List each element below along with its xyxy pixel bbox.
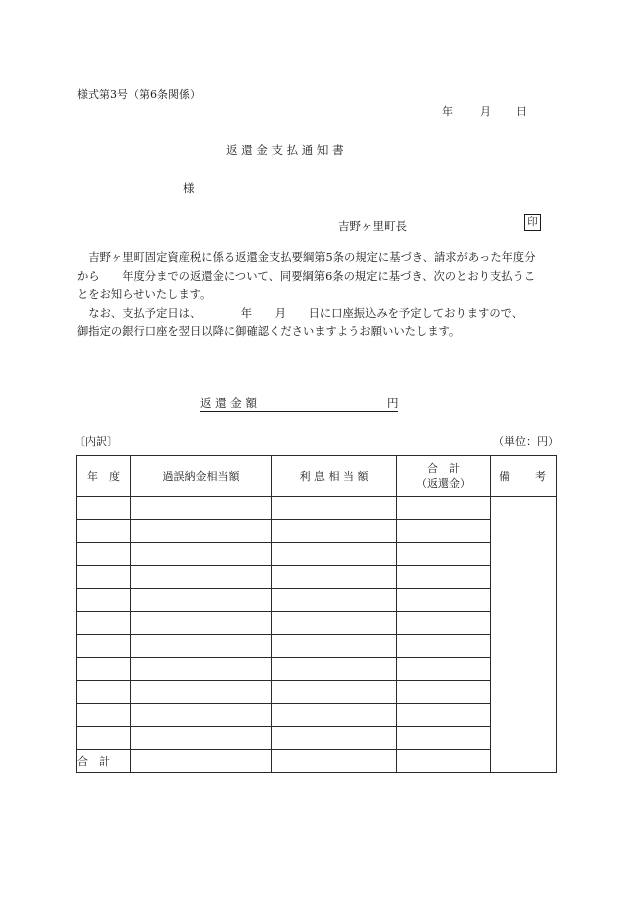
cell-total[interactable] [397,681,491,704]
cell-total[interactable] [397,727,491,750]
cell-year[interactable] [77,589,131,612]
cell-interest[interactable] [272,566,397,589]
table-row [77,589,557,612]
table-total-row [77,750,557,773]
date-line [442,103,527,119]
table-header-row [77,456,557,497]
header-interest: 利 息 相 当 額 [272,456,397,497]
cell-year[interactable] [77,658,131,681]
cell-overpaid[interactable] [131,543,272,566]
cell-year[interactable] [77,612,131,635]
table-row [77,612,557,635]
table-row [77,520,557,543]
header-overpaid: 過誤納金相当額 [131,456,272,497]
body-line: 吉野ヶ里町固定資産税に係る返還金支払要綱第5条の規定に基づき、請求があった年度分 [77,251,536,264]
cell-year[interactable] [77,635,131,658]
cell-year[interactable] [77,520,131,543]
cell-total[interactable] [397,566,491,589]
body-line: とをお知らせいたします。 [77,288,212,301]
header-note [491,456,557,497]
total-interest[interactable] [272,750,397,773]
cell-year[interactable] [77,681,131,704]
seal-mark: 印 [524,214,541,231]
cell-total[interactable] [397,635,491,658]
notice-body [77,249,553,342]
cell-overpaid[interactable] [131,497,272,520]
total-sum[interactable] [397,750,491,773]
cell-overpaid[interactable] [131,520,272,543]
cell-interest[interactable] [272,681,397,704]
cell-interest[interactable] [272,635,397,658]
cell-note[interactable] [491,497,557,773]
table-body [77,497,557,773]
breakdown-table [76,455,557,773]
refund-amount-line [200,395,398,412]
cell-year[interactable] [77,543,131,566]
form-number: 様式第3号（第6条関係） [77,88,201,101]
table-row [77,727,557,750]
date-year-label: 年 [442,105,453,118]
table-row [77,658,557,681]
date-day-label: 日 [516,105,527,118]
cell-total[interactable] [397,704,491,727]
total-overpaid[interactable] [131,750,272,773]
document-title: 返 還 金 支 払 通 知 書 [226,143,344,157]
cell-total[interactable] [397,589,491,612]
cell-total[interactable] [397,543,491,566]
refund-amount-label: 返 還 金 額 [200,396,257,410]
cell-overpaid[interactable] [131,589,272,612]
cell-year[interactable] [77,727,131,750]
cell-interest[interactable] [272,612,397,635]
recipient-suffix: 様 [183,181,195,195]
date-month-label: 月 [480,105,491,118]
cell-interest[interactable] [272,658,397,681]
cell-total[interactable] [397,658,491,681]
cell-total[interactable] [397,520,491,543]
cell-overpaid[interactable] [131,704,272,727]
table-row [77,497,557,520]
cell-interest[interactable] [272,543,397,566]
table-row [77,543,557,566]
body-line: なお、支払予定日は、 年 月 日に口座振込みを予定しておりますので、 [77,306,524,320]
table-row [77,635,557,658]
header-total-line1: 合 計 [427,462,460,475]
header-total-line2: （返還金） [416,477,471,490]
cell-overpaid[interactable] [131,566,272,589]
issuer-name: 吉野ヶ里町長 [338,219,407,233]
table-row [77,704,557,727]
header-note-a: 備 [499,470,510,483]
cell-interest[interactable] [272,704,397,727]
cell-interest[interactable] [272,727,397,750]
cell-year[interactable] [77,497,131,520]
cell-interest[interactable] [272,497,397,520]
table-row [77,681,557,704]
cell-interest[interactable] [272,589,397,612]
cell-overpaid[interactable] [131,658,272,681]
body-line: 御指定の銀行口座を翌日以降に御確認くださいますようお願いいたします。 [77,325,461,338]
cell-overpaid[interactable] [131,681,272,704]
cell-year[interactable] [77,704,131,727]
header-year: 年 度 [77,456,131,497]
breakdown-label: 〔内訳〕 [74,435,118,448]
cell-total[interactable] [397,612,491,635]
unit-note: （単位：円） [493,435,559,448]
total-row-label: 合 計 [77,750,131,773]
header-note-b: 考 [535,470,546,483]
cell-year[interactable] [77,566,131,589]
header-total [397,456,491,497]
body-line: から 年度分までの返還金について、同要綱第6条の規定に基づき、次のとおり支払うこ [77,269,536,283]
refund-amount-unit: 円 [386,396,399,410]
cell-total[interactable] [397,497,491,520]
cell-interest[interactable] [272,520,397,543]
table-row [77,566,557,589]
refund-amount-field [200,395,398,412]
cell-overpaid[interactable] [131,612,272,635]
cell-overpaid[interactable] [131,635,272,658]
cell-overpaid[interactable] [131,727,272,750]
